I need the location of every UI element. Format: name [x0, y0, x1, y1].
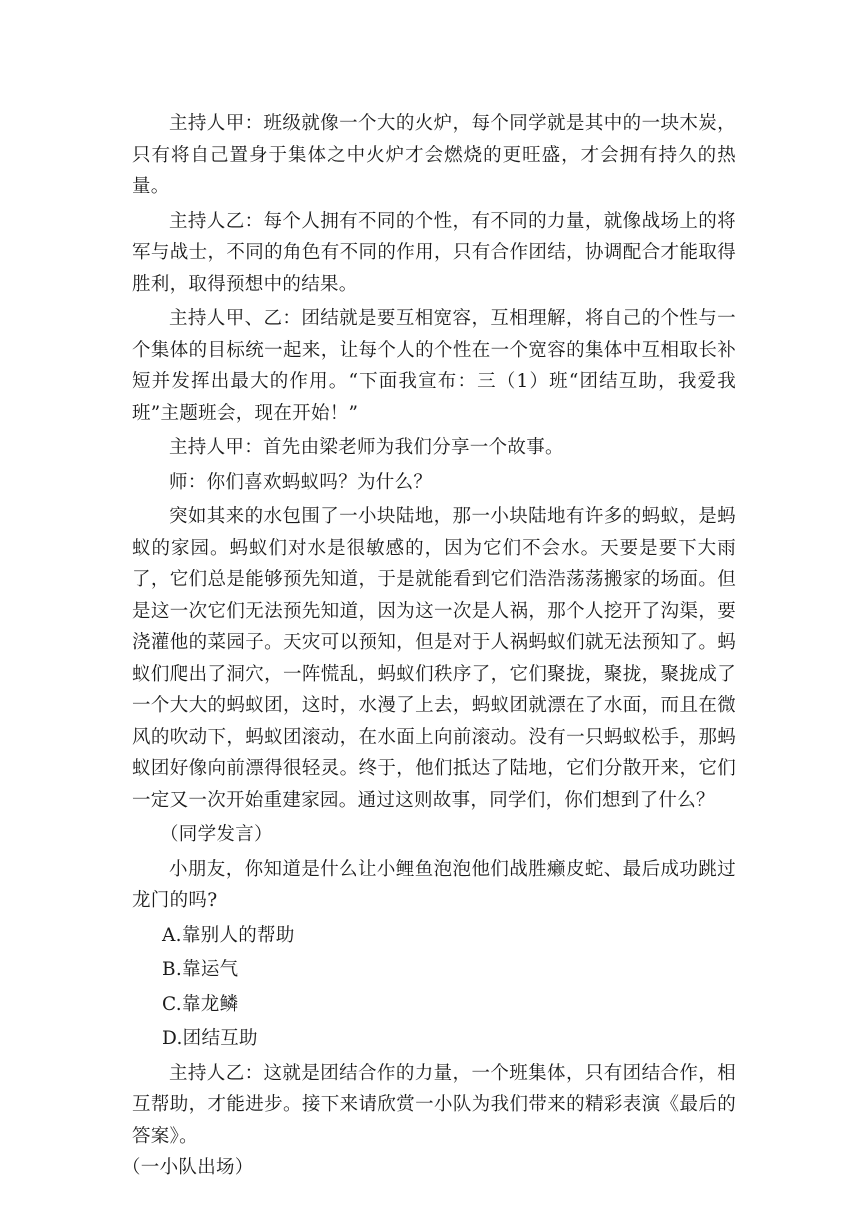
document-page [122, 108, 736, 1184]
ant-story: 突如其来的水包围了一小块陆地，那一小块陆地有许多的蚂蚁，是蚂蚁的家园。蚂蚁们对水是很敏感的，因为它们不会水。天要是要下大雨了，它们总是能够预先知道，于是就能看到它们浩浩荡荡搬家的场面。但是这一次它们无法预先知道，因为这一次是人祸，那个人挖开了沟渠，要浇灌他的菜园子。天灾可以预知，但是对于人祸蚂蚁们就无法预知了。蚂蚁们爬出了洞穴，一阵慌乱，蚂蚁们秩序了，它们聚拢，聚拢，聚拢成了一个大大的蚂蚁团，这时，水漫了上去，蚂蚁团就漂在了水面，而且在微风的吹动下，蚂蚁团滚动，在水面上向前滚动。没有一只蚂蚁松手，那蚂蚁团好像向前漂得很轻灵。终于，他们抵达了陆地，它们分散开来，它们一定又一次开始重建家园。通过这则故事，同学们，你们想到了什么？ [132, 506, 736, 811]
quiz-option-b: B.靠运气 [162, 959, 239, 980]
host-a-intro-story: 主持人甲：首先由梁老师为我们分享一个故事。 [169, 437, 564, 458]
hosts-announcement: 主持人甲、乙：团结就是要互相宽容，互相理解，将自己的个性与一个集体的目标统一起来，让每个人的个性在一个宽容的集体中互相取长补短并发挥出最大的作用。“下面我宣布：三（1）班“团结互助，我爱我班”主题班会，现在开始！” [132, 308, 736, 424]
quiz-question: 小朋友，你知道是什么让小鲤鱼泡泡他们战胜癞皮蛇、最后成功跳过龙门的吗? [132, 858, 736, 911]
quiz-option-a: A.靠别人的帮助 [162, 924, 295, 946]
host-b-opening: 主持人乙：每个人拥有不同的个性，有不同的力量，就像战场上的将军与战士，不同的角色有不同的作用，只有合作团结，协调配合才能取得胜利，取得预想中的结果。 [132, 210, 736, 295]
team-entrance-note: （一小队出场） [122, 1157, 254, 1178]
student-speech-note: （同学发言） [160, 824, 273, 845]
quiz-option-d: D.团结互助 [162, 1028, 258, 1049]
teacher-question: 师：你们喜欢蚂蚁吗？为什么？ [169, 471, 433, 493]
quiz-option-c: C.靠龙鳞 [162, 993, 239, 1015]
host-b-closing: 主持人乙：这就是团结合作的力量，一个班集体，只有团结合作，相互帮助，才能进步。接下来请欣赏一小队为我们带来的精彩表演《最后的答案》。 [132, 1062, 736, 1147]
host-a-opening: 主持人甲：班级就像一个大的火炉，每个同学就是其中的一块木炭，只有将自己置身于集体之中火炉才会燃烧的更旺盛，才会拥有持久的热量。 [132, 113, 736, 197]
